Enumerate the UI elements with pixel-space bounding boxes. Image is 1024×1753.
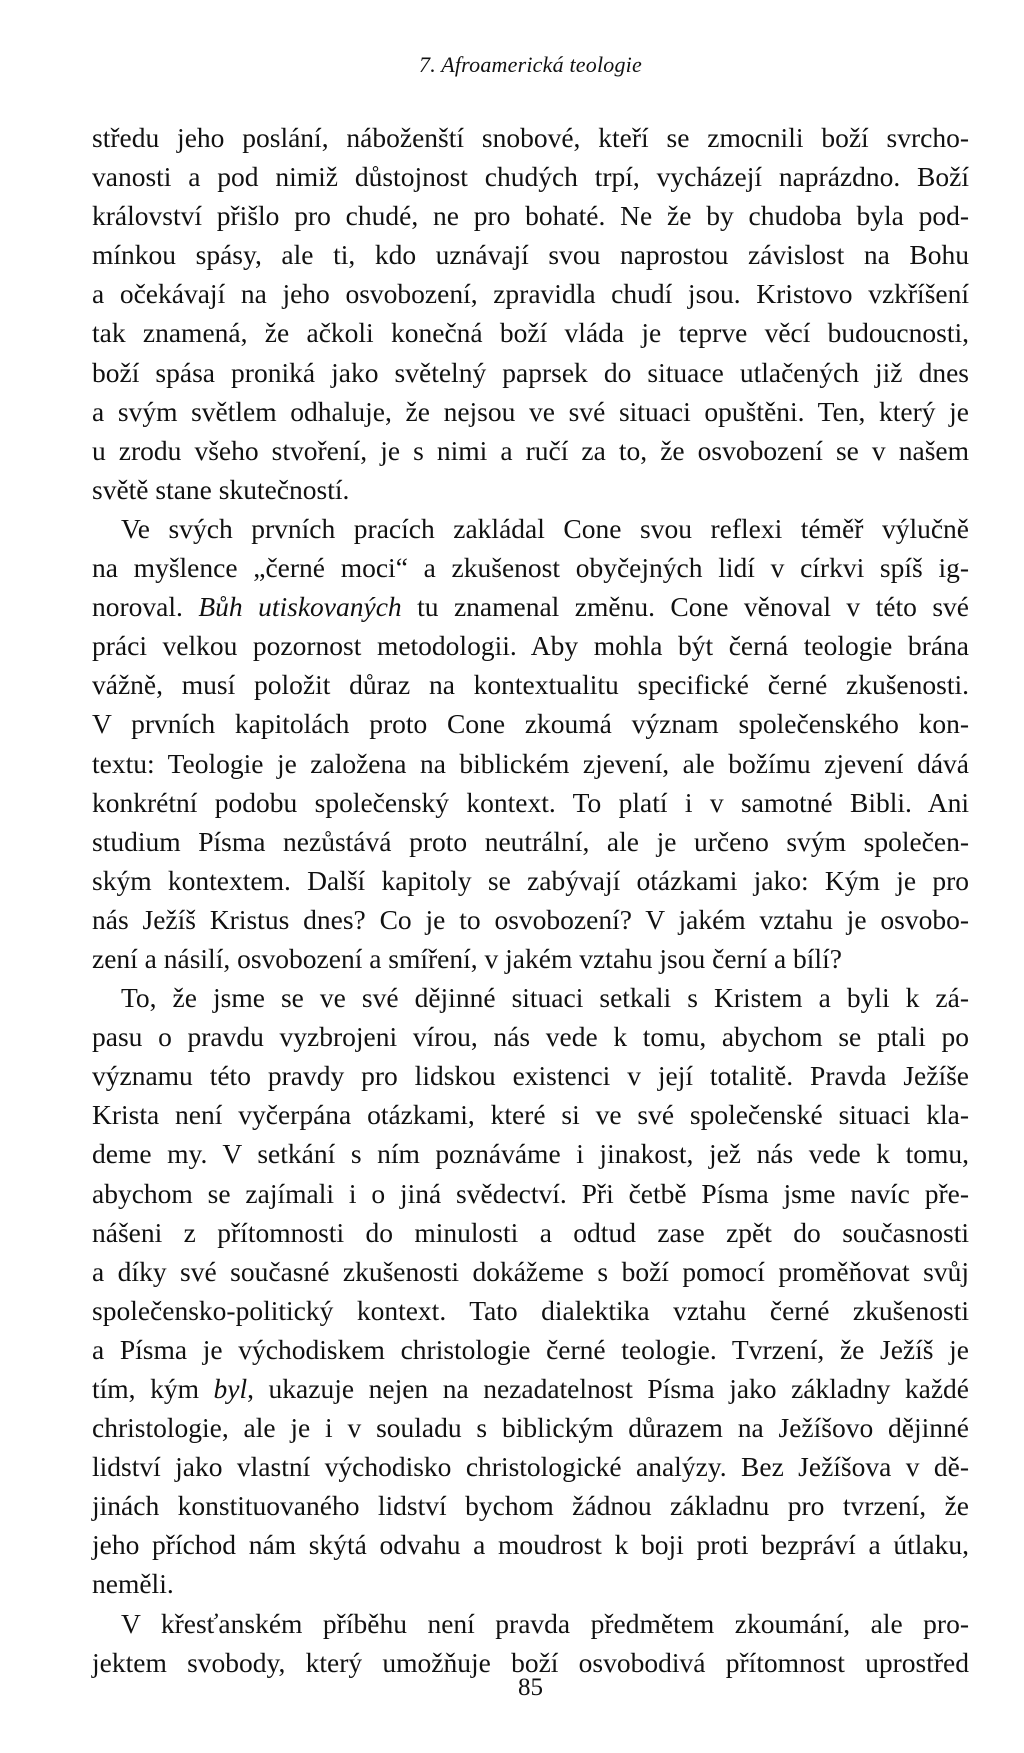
running-header: 7. Afroamerická teologie	[419, 52, 642, 77]
text-line: a svým světlem odhaluje, že nejsou ve své situaci opuštěni. Ten, který je	[92, 395, 969, 427]
text-line: jeho příchod nám skýtá odvahu a moudrost k boji proti bezpráví a útlaku,	[92, 1529, 969, 1561]
text-line: textu: Teologie je založena na biblickém zjevení, ale božímu zjevení dává	[92, 747, 969, 779]
page-number: 85	[518, 1674, 543, 1701]
text-line: To, že jsme se ve své dějinné situaci setkali s Kristem a byli k zá-	[121, 982, 969, 1014]
text-line: Krista není vyčerpána otázkami, které si ve své společenské situaci kla-	[92, 1099, 969, 1131]
text-line	[92, 587, 969, 626]
text-line: království přišlo pro chudé, ne pro bohaté. Ne že by chudoba byla pod-	[92, 200, 969, 232]
text-line: práci velkou pozornost metodologii. Aby mohla být černá teologie brána	[92, 630, 969, 662]
text-line: deme my. V setkání s ním poznáváme i jinakost, jež nás vede k tomu,	[92, 1138, 969, 1170]
text-line: na myšlence „černé moci“ a zkušenost obyčejných lidí v církvi spíš ig-	[92, 552, 969, 584]
text-run: noroval.	[92, 591, 199, 623]
text-line: jektem svobody, který umožňuje boží osvobodivá přítomnost uprostřed	[92, 1646, 969, 1678]
text-line: a díky své současné zkušenosti dokážeme s boží pomocí proměňovat svůj	[92, 1255, 969, 1287]
text-line: ským kontextem. Další kapitoly se zabývají otázkami jako: Kým je pro	[92, 864, 969, 896]
text-line: společensko-politický kontext. Tato dialektika vztahu černé zkušenosti	[92, 1294, 969, 1326]
paragraph	[92, 118, 969, 509]
text-line: jinách konstituovaného lidství bychom žádnou základnu pro tvrzení, že	[92, 1490, 969, 1522]
text-line: nás Ježíš Kristus dnes? Co je to osvobození? V jakém vztahu je osvobo-	[92, 903, 969, 935]
text-line: středu jeho poslání, náboženští snobové, kteří se zmocnili boží svrcho-	[92, 122, 969, 153]
text-line: studium Písma nezůstává proto neutrální, ale je určeno svým společen-	[92, 825, 969, 857]
text-run: , ukazuje nejen na nezadatelnost Písma jako základny každé	[247, 1373, 969, 1404]
text-run: tu znamenal změnu. Cone věnoval v této své	[401, 591, 969, 623]
text-line: světě stane skutečností.	[92, 473, 350, 505]
text-line: V křesťanském příběhu není pravda předmětem zkoumání, ale pro-	[121, 1607, 969, 1639]
paragraph	[92, 509, 969, 978]
body-text	[92, 118, 969, 1682]
text-line: nášeni z přítomnosti do minulosti a odtud zase zpět do současnosti	[92, 1216, 969, 1248]
text-line: boží spása proniká jako světelný paprsek do situace utlačených již dnes	[92, 356, 969, 388]
text-line: christologie, ale je i v souladu s biblickým důrazem na Ježíšovo dějinné	[92, 1412, 969, 1444]
text-line: zení a násilí, osvobození a smíření, v jakém vztahu jsou černí a bílí?	[92, 942, 842, 974]
text-line: u zrodu všeho stvoření, je s nimi a ručí za to, že osvobození se v našem	[92, 434, 969, 466]
text-run: tím, kým	[92, 1373, 214, 1404]
text-line: lidství jako vlastní východisko christologické analýzy. Bez Ježíšova v dě-	[92, 1451, 969, 1483]
book-page	[92, 0, 969, 1753]
text-line: a očekávají na jeho osvobození, zpravidla chudí jsou. Kristovo vzkříšení	[92, 278, 969, 310]
text-line: tak znamená, že ačkoli konečná boží vláda je teprve věcí budoucnosti,	[92, 317, 969, 349]
text-line: V prvních kapitolách proto Cone zkoumá význam společenského kon-	[92, 708, 969, 740]
text-line: pasu o pravdu vyzbrojeni vírou, nás vede k tomu, abychom se ptali po	[92, 1021, 969, 1053]
paragraph	[92, 978, 969, 1604]
text-line: a Písma je východiskem christologie černé teologie. Tvrzení, že Ježíš je	[92, 1333, 969, 1365]
text-line	[92, 1369, 969, 1408]
text-line: abychom se zajímali i o jiná svědectví. Při četbě Písma jsme navíc pře-	[92, 1177, 969, 1209]
text-line: Ve svých prvních pracích zakládal Cone svou reflexi téměř výlučně	[121, 512, 969, 544]
emphasized-text: byl	[213, 1373, 248, 1404]
text-line: neměli.	[92, 1568, 174, 1600]
text-line: významu této pravdy pro lidskou existenci v její totalitě. Pravda Ježíše	[92, 1060, 969, 1092]
text-line: konkrétní podobu společenský kontext. To platí i v samotné Bibli. Ani	[92, 786, 969, 818]
emphasized-text: Bůh utiskovaných	[198, 591, 402, 623]
text-line: vážně, musí položit důraz na kontextualitu specifické černé zkušenosti.	[92, 669, 969, 701]
text-line: mínkou spásy, ale ti, kdo uznávají svou naprostou závislost na Bohu	[92, 239, 969, 271]
paragraph	[92, 1604, 969, 1682]
text-line: vanosti a pod nimiž důstojnost chudých trpí, vycházejí naprázdno. Boží	[92, 161, 969, 193]
